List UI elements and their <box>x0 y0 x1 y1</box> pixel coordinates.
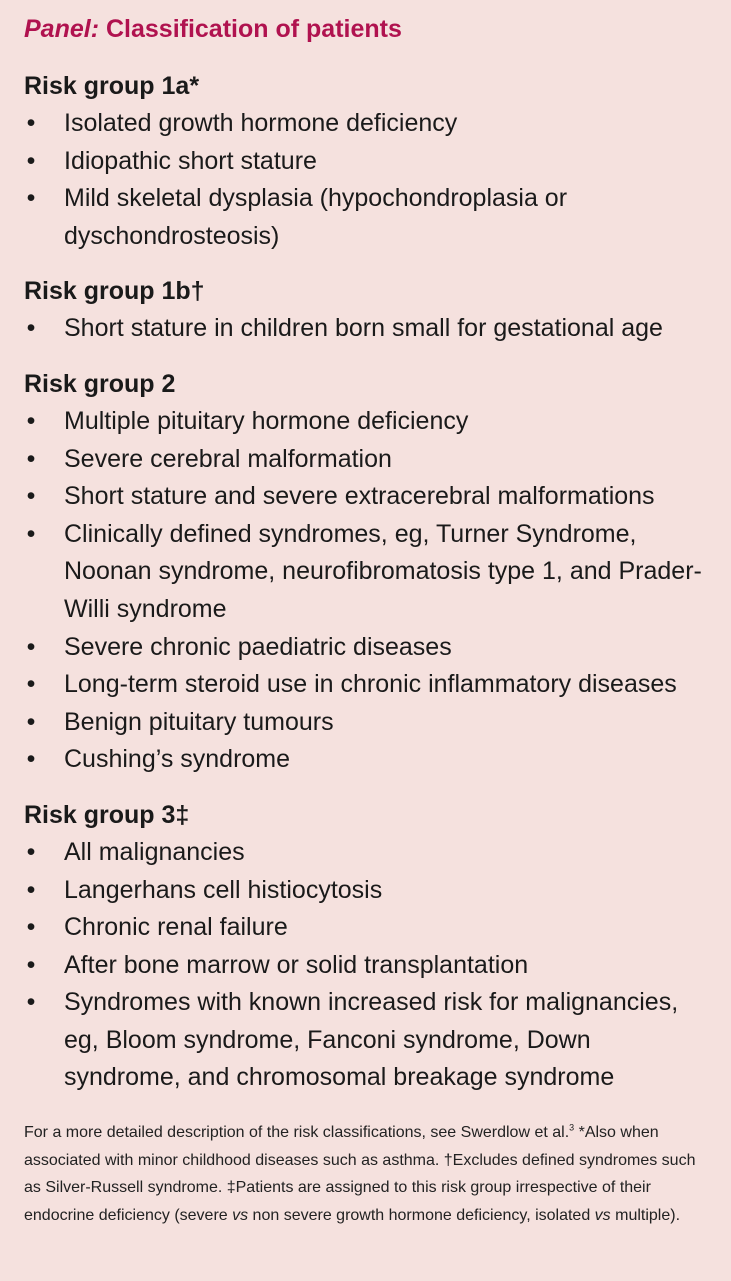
risk-group-list <box>24 403 711 779</box>
risk-group-heading: Risk group 1b† <box>24 277 205 306</box>
list-item <box>24 516 711 629</box>
list-item <box>24 441 711 479</box>
list-item <box>24 143 711 181</box>
bullet-icon: • <box>26 950 36 979</box>
bullet-icon: • <box>26 519 36 548</box>
bullet-icon: • <box>26 482 36 511</box>
panel-title-text: Classification of patients <box>99 15 402 43</box>
list-item <box>24 478 711 516</box>
footnote-vs-1: vs <box>232 1206 249 1224</box>
bullet-icon: • <box>26 184 36 213</box>
bullet-icon: • <box>26 406 36 435</box>
list-item-text: Langerhans cell histiocytosis <box>64 875 383 904</box>
risk-group-heading: Risk group 1a* <box>24 72 200 100</box>
bullet-icon: • <box>26 707 36 736</box>
list-item-text: Chronic renal failure <box>64 913 288 942</box>
list-item-text: Short stature and severe extracerebral malformations <box>64 482 655 511</box>
list-item-text: Syndromes with known increased risk for malignancies, eg, Bloom syndrome, Fanconi syndrome, Down syndrome, and chromosomal breakage syndrome <box>64 988 679 1092</box>
bullet-icon: • <box>26 146 36 175</box>
list-item-text: All malignancies <box>64 837 245 866</box>
list-item-text: Clinically defined syndromes, eg, Turner Syndrome, Noonan syndrome, neurofibromatosis type 1, and Prader-Willi syndrome <box>64 519 702 623</box>
list-item <box>24 984 711 1097</box>
list-item-text: Severe cerebral malformation <box>64 444 392 473</box>
list-item-text: After bone marrow or solid transplantation <box>64 950 529 979</box>
bullet-icon: • <box>26 444 36 473</box>
list-item <box>24 403 711 441</box>
list-item-text: Idiopathic short stature <box>64 146 317 175</box>
list-item <box>24 105 711 143</box>
bullet-icon: • <box>26 314 36 343</box>
list-item <box>24 704 711 742</box>
list-item <box>24 180 711 255</box>
footnote-reference: 3 <box>569 1122 575 1133</box>
list-item-text: Mild skeletal dysplasia (hypochondroplasia or dyschondrosteosis) <box>64 184 568 250</box>
bullet-icon: • <box>26 109 36 137</box>
bullet-icon: • <box>26 913 36 942</box>
list-item-text: Cushing’s syndrome <box>64 745 291 774</box>
risk-group-list <box>24 105 711 255</box>
footnote <box>24 1119 711 1229</box>
bullet-icon: • <box>26 837 36 866</box>
risk-group-section <box>24 273 711 348</box>
risk-group-list <box>24 834 711 1097</box>
list-item <box>24 834 711 872</box>
footnote-part4: multiple). <box>610 1206 681 1224</box>
footnote-part2: *Also when associated with minor childhood diseases such as asthma. †Excludes defined syndromes such as Silver-Russell syndrome. ‡Patients are assigned to this risk group irrespective of their endocrine deficiency (severe <box>24 1124 696 1224</box>
risk-groups <box>24 68 711 1097</box>
bullet-icon: • <box>26 988 36 1017</box>
risk-group-section <box>24 797 711 1097</box>
list-item <box>24 666 711 704</box>
list-item-text: Benign pituitary tumours <box>64 707 334 736</box>
panel-title <box>24 12 711 46</box>
list-item <box>24 741 711 779</box>
footnote-vs-2: vs <box>594 1206 611 1224</box>
bullet-icon: • <box>26 875 36 904</box>
footnote-part1: For a more detailed description of the risk classifications, see Swerdlow et al. <box>24 1124 570 1142</box>
list-item-text: Long-term steroid use in chronic inflammatory diseases <box>64 670 677 699</box>
list-item-text: Isolated growth hormone deficiency <box>64 109 458 137</box>
list-item <box>24 629 711 667</box>
bullet-icon: • <box>26 632 36 661</box>
risk-group-heading: Risk group 3‡ <box>24 800 190 829</box>
list-item-text: Multiple pituitary hormone deficiency <box>64 406 469 435</box>
list-item <box>24 872 711 910</box>
list-item <box>24 909 711 947</box>
list-item <box>24 310 711 348</box>
list-item <box>24 947 711 985</box>
risk-group-section <box>24 68 711 255</box>
panel-title-prefix: Panel: <box>24 15 100 43</box>
list-item-text: Short stature in children born small for gestational age <box>64 314 663 343</box>
bullet-icon: • <box>26 670 36 699</box>
footnote-part3: non severe growth hormone deficiency, isolated <box>248 1206 595 1224</box>
bullet-icon: • <box>26 745 36 774</box>
risk-group-list <box>24 310 711 348</box>
risk-group-section <box>24 366 711 779</box>
list-item-text: Severe chronic paediatric diseases <box>64 632 452 661</box>
risk-group-heading: Risk group 2 <box>24 369 176 398</box>
